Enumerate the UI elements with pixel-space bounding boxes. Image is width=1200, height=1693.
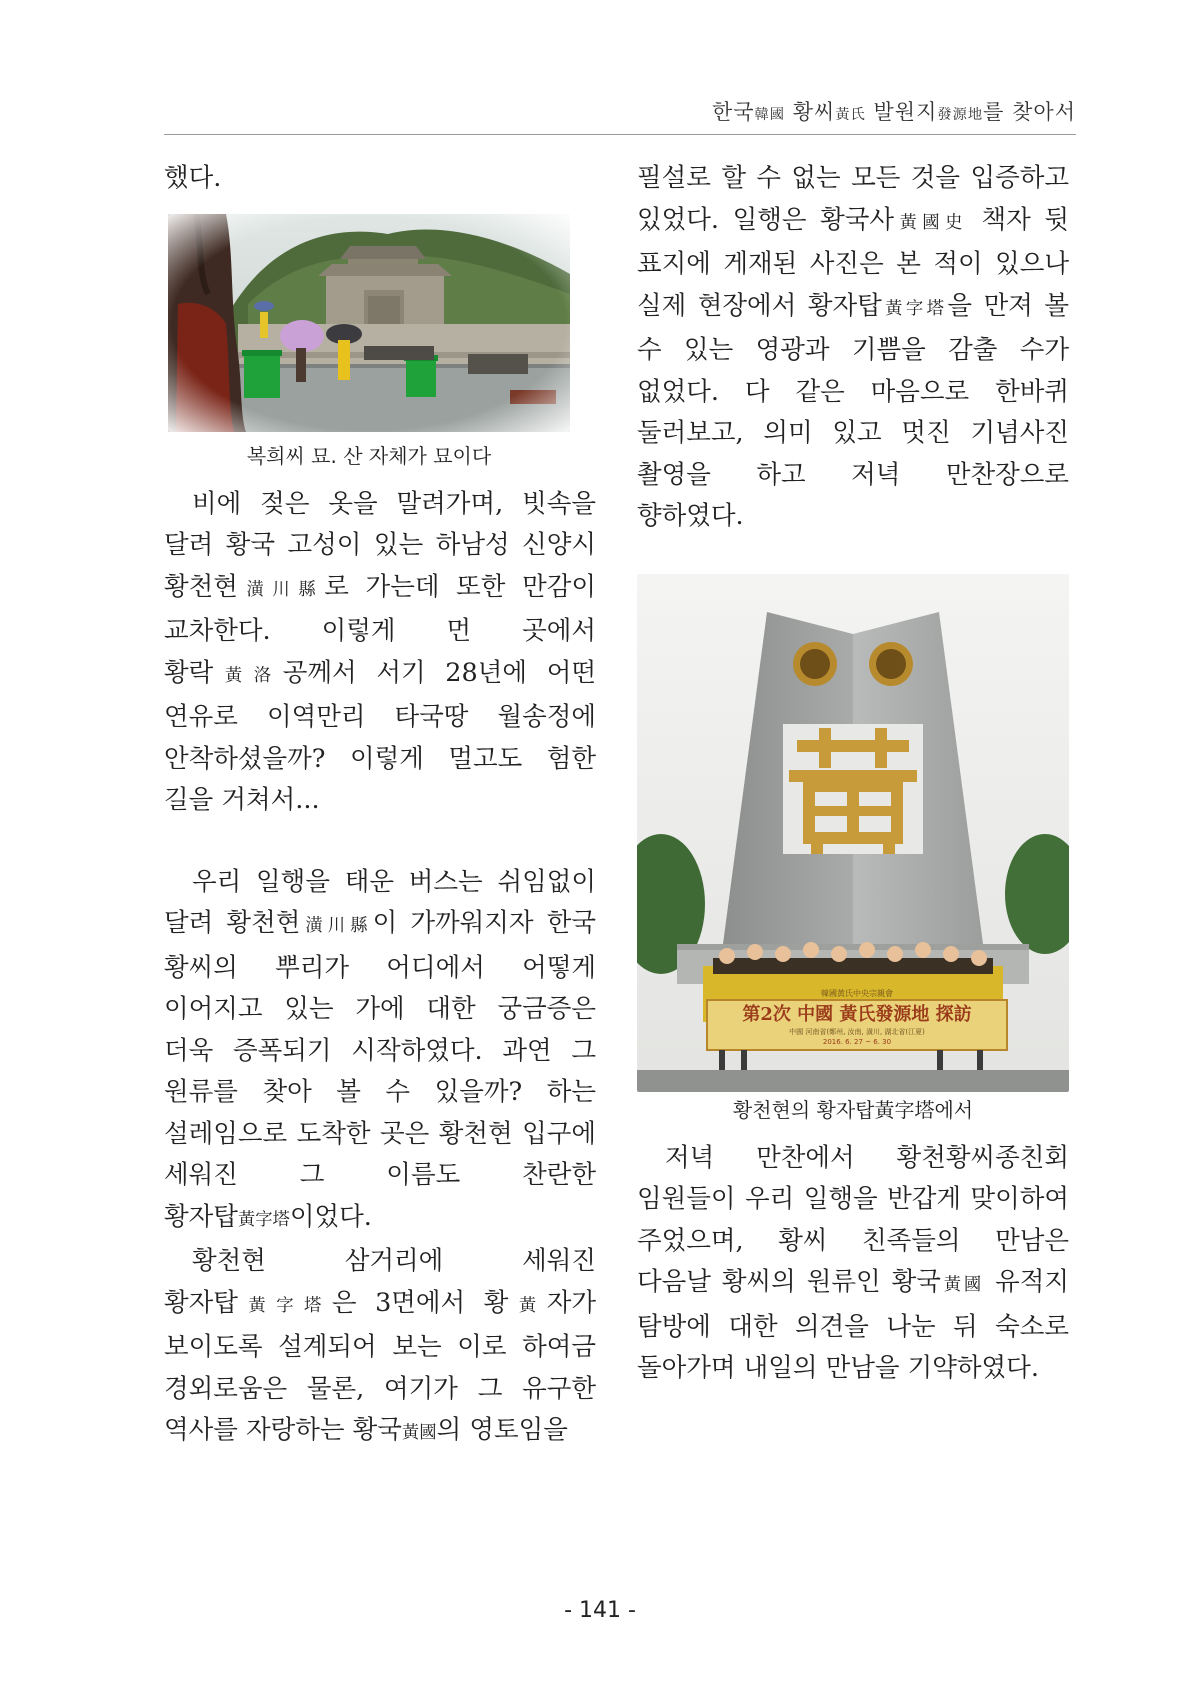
- hanja-text: 黃: [508, 1295, 547, 1316]
- text-run: 자가 보이도록 설계되어 보는 이로 하여금 경외로움은 물론, 여기가 그 유구한 역사를 자랑하는 황국: [164, 1287, 597, 1445]
- text-run: 을 만져 볼 수 있는 영광과 기쁨을 감출 수가 없었다. 다 같은 마음으로 한바퀴 둘러보고, 의미 있고 멋진 기념사진 촬영을 하고 저녁 만찬장으로 향하였다.: [637, 290, 1069, 531]
- hanja-text: 發源地: [937, 107, 984, 123]
- huangzi-tower-image: [637, 574, 1069, 1092]
- hanja-text: 黃氏: [835, 107, 866, 123]
- text-run: 에서: [934, 1097, 974, 1122]
- hanja-text: 黃國: [401, 1423, 437, 1443]
- hanja-text: 黃洛: [213, 665, 283, 686]
- photo-huangzi-tower: [637, 574, 1069, 1092]
- left-paragraph-1: [164, 484, 596, 822]
- hanja-text: 潢川縣: [237, 579, 325, 600]
- header-rule: [164, 134, 1076, 135]
- right-paragraph-2: [637, 1138, 1069, 1390]
- running-header: [712, 96, 1076, 126]
- text-run: 필설로 할 수 없는 모든 것을 입증하고 있었다. 일행은 황국사: [637, 163, 1069, 235]
- figure1-caption: 복희씨 묘. 산 자체가 묘이다: [246, 443, 492, 468]
- hanja-text: 韓國: [754, 107, 786, 123]
- figure-huangzi-tower: [637, 574, 1069, 1124]
- hanja-text: 黃字塔: [881, 298, 948, 319]
- text-run: 이 가까워지자 한국 황씨의 뿌리가 어디에서 어떻게 이어지고 있는 가에 대한 궁금증은 더욱 증폭되기 시작하였다. 과연 그 원류를 찾아 볼 수 있을까? 하는 설레임으로 도착한 곳은 황천현 입구에 세워진 그 이름도 찬란한 황자탑: [164, 908, 596, 1232]
- left-paragraph-2: [164, 862, 596, 1242]
- text-run: 비에 젖은 옷을 말려가며, 빗속을 달려 황국 고성이 있는 하남성 신양시 황천현: [164, 488, 596, 602]
- banner-text: 第2次 中國 黃氏發源地 探訪: [742, 1003, 972, 1025]
- banner-date-text: 2016. 6. 27 ~ 6. 30: [822, 1037, 892, 1046]
- text-run: 은 3면에서 황: [331, 1287, 509, 1318]
- right-column: [637, 158, 1069, 1390]
- text-run: 이었다.: [289, 1201, 372, 1232]
- text-run: 우리 일행을 태운 버스는 쉬임없이 달려 황천현: [164, 866, 596, 938]
- hanja-text: 黃字塔: [237, 1209, 290, 1230]
- hanja-text: 潢川縣: [300, 916, 373, 936]
- text-run: 황천현의 황자탑: [732, 1097, 875, 1122]
- text-run: 한국: [711, 100, 755, 124]
- hanja-text: 黃國史: [893, 212, 968, 233]
- text-run: 의 영토임을: [436, 1415, 568, 1445]
- banner-top-text: 韓國黃氏中央宗親會: [821, 988, 893, 998]
- right-paragraph-1: [637, 158, 1069, 538]
- fuxi-tomb-image: [168, 214, 570, 432]
- text-run: 발원지: [865, 100, 938, 124]
- hanja-text: 黃字塔: [237, 1295, 332, 1316]
- text-run: 저녁 만찬에서 황천황씨종친회 임원들이 우리 일행을 반갑게 맞이하여 주었으며, 황씨 친족들의 만남은 다음날 황씨의 원류인 황국: [637, 1142, 1069, 1297]
- text-run: 했다.: [164, 163, 222, 193]
- left-paragraph-0: [164, 158, 596, 200]
- figure2-caption: [637, 1096, 1069, 1124]
- page-number: - 141 -: [564, 1598, 636, 1623]
- photo-fuxi-tomb: [168, 214, 570, 432]
- hanja-text: 黃國: [940, 1275, 985, 1295]
- text-run: 책자 뒷 표지에 게재된 사진은 본 적이 있으나 실제 현장에서 황자탑: [637, 204, 1069, 321]
- text-run: 를 찾아서: [983, 100, 1076, 124]
- paragraph-gap: [164, 822, 596, 862]
- text-run: 유적지 탐방에 대한 의견을 나눈 뒤 숙소로 돌아가며 내일의 만남을 기약하였다.: [637, 1267, 1069, 1383]
- text-run: 로 가는데 또한 만감이 교차한다. 이렇게 먼 곳에서 황락: [164, 571, 597, 688]
- figure-fuxi-tomb: [164, 214, 596, 470]
- text-run: 공께서 서기 28년에 어떤 연유로 이역만리 타국땅 월송정에 안착하셨을까? 이렇게 멀고도 험한 길을 거쳐서...: [164, 657, 596, 815]
- left-paragraph-3: [164, 1241, 596, 1455]
- banner-sub-text: 中國 河南省(鄭州, 汝南, 潢川, 湖北省(江夏): [789, 1027, 925, 1036]
- left-column: [164, 158, 596, 1455]
- text-run: 황천현 삼거리에 세워진 황자탑: [164, 1246, 596, 1318]
- text-run: 黃字塔: [874, 1097, 935, 1122]
- text-run: 황씨: [785, 100, 836, 124]
